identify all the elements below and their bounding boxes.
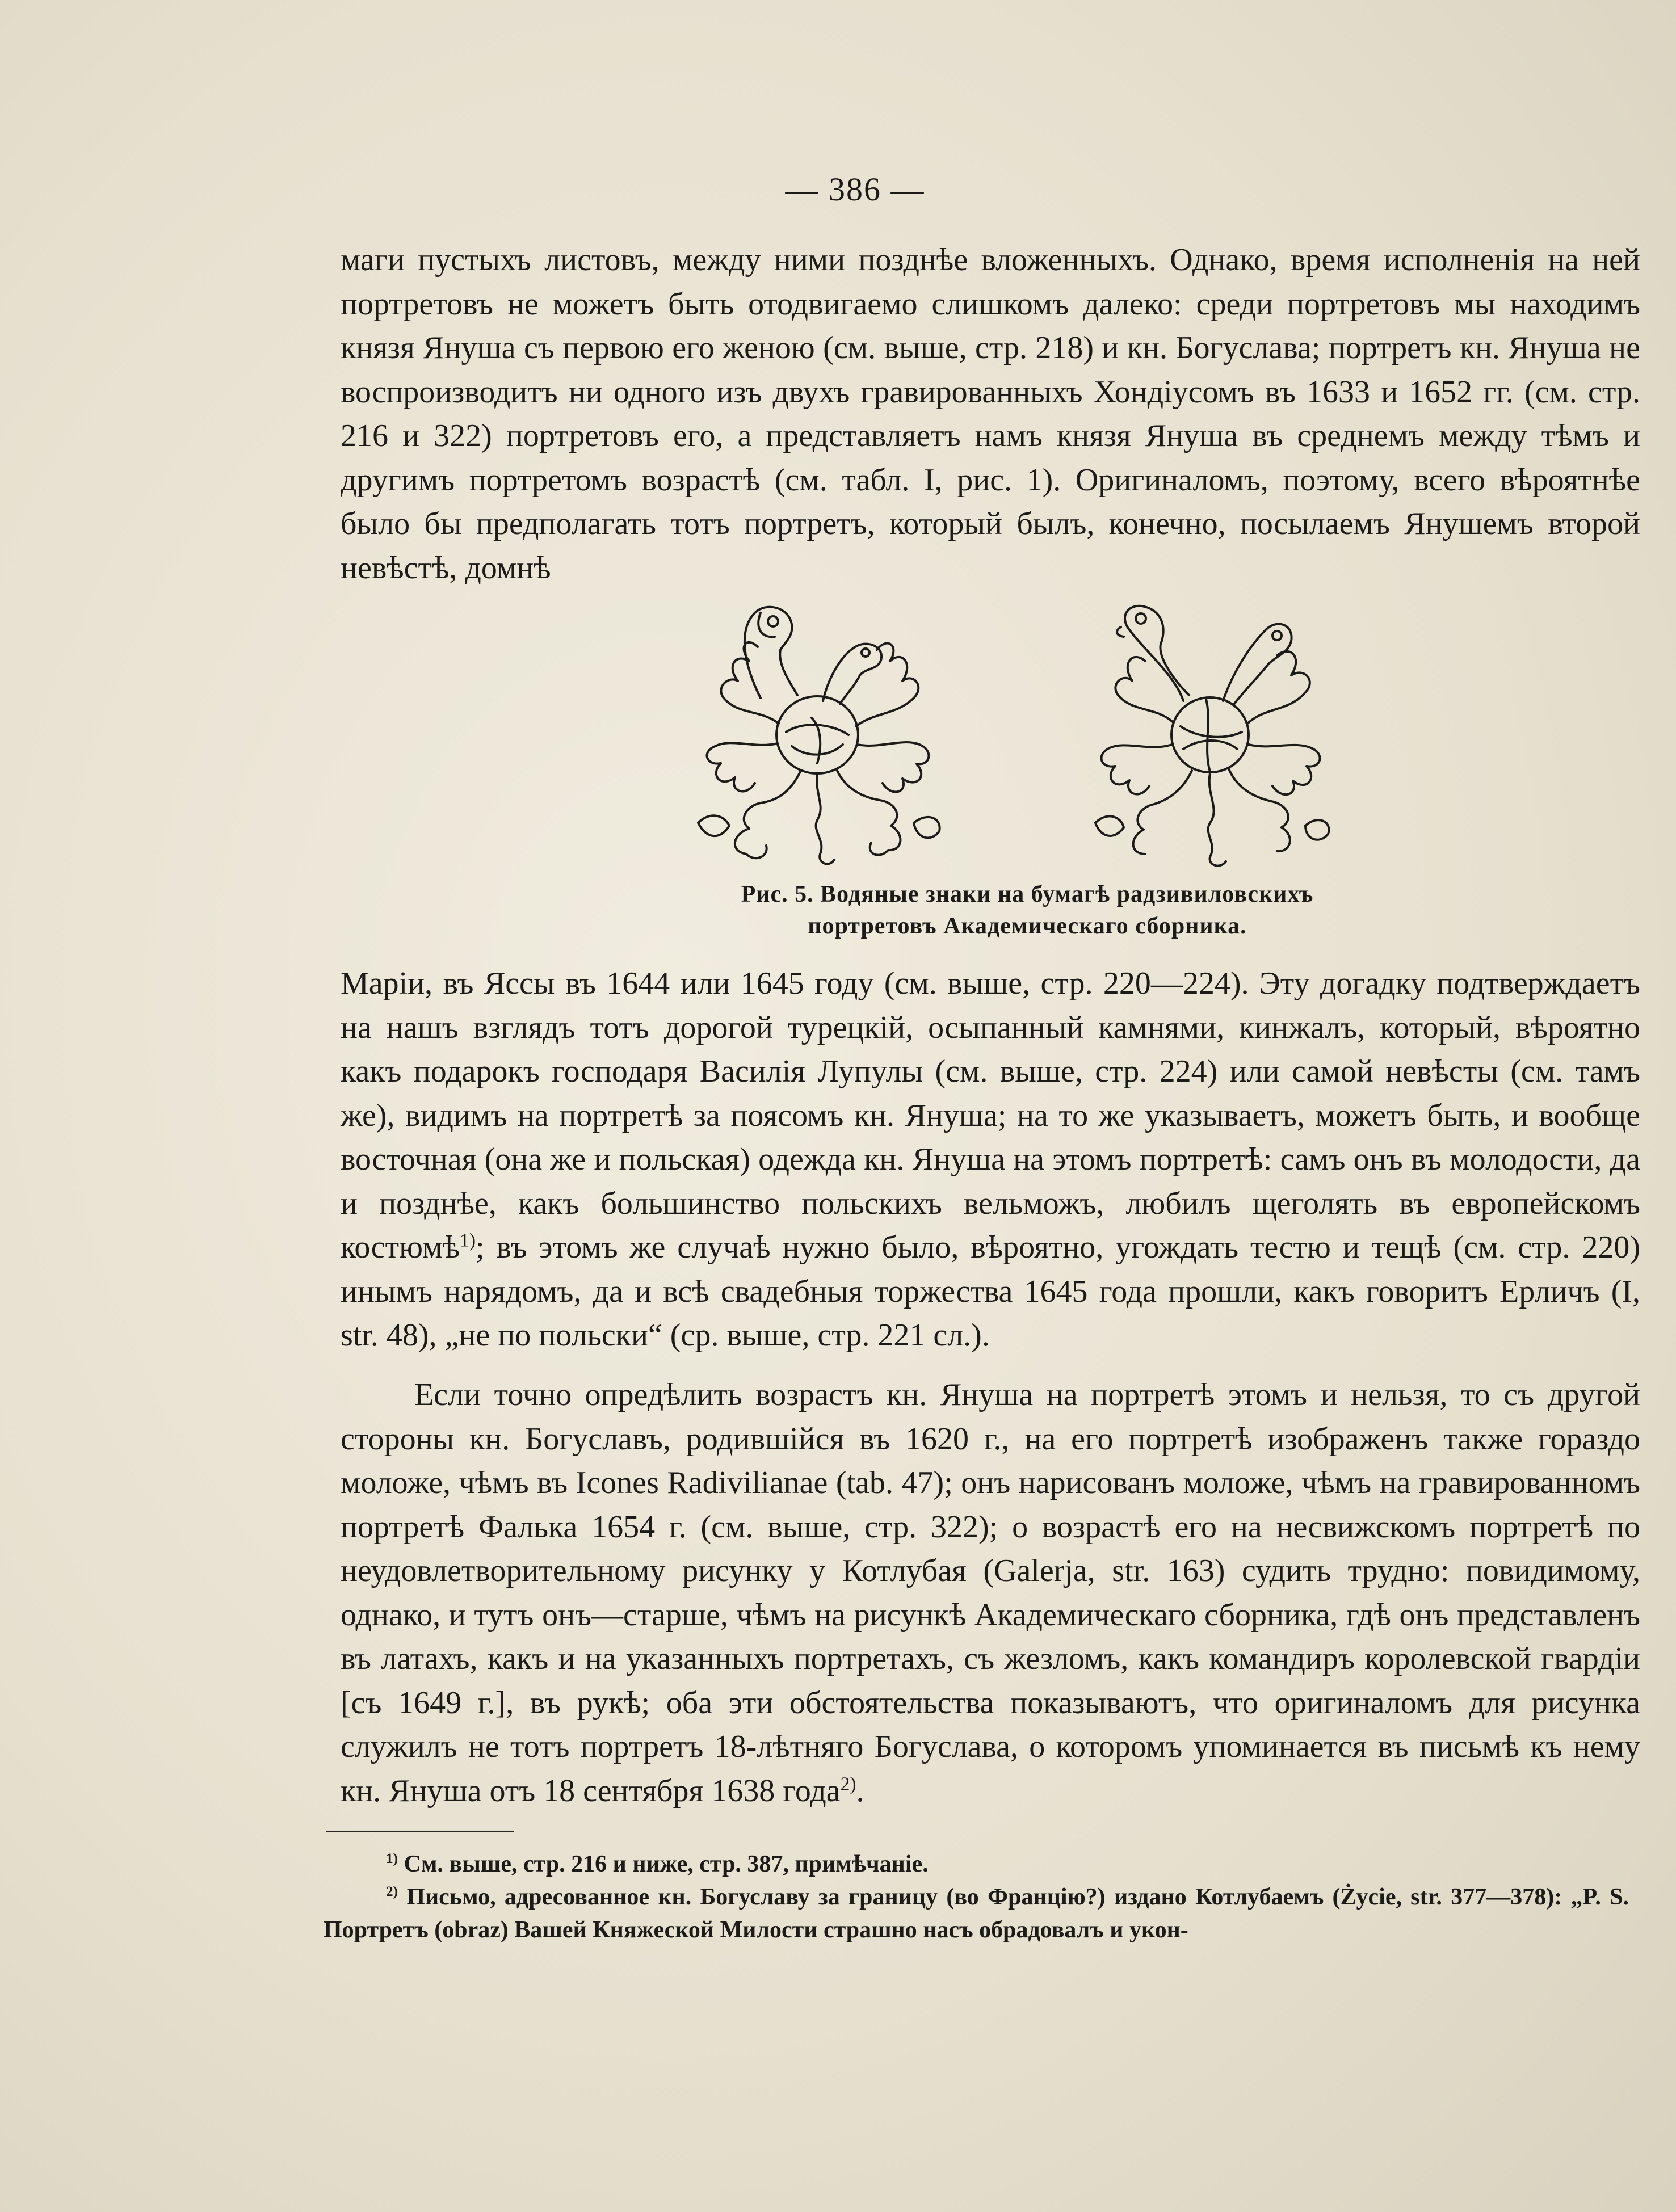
watermark-eagle-left [675,596,971,874]
paragraph-2-part-1: Маріи, въ Яссы въ 1644 или 1645 году (см. выше, стр. 220—224). Эту догадку подтверждаетъ на нашъ взглядъ тотъ дорогой турецкій, осыпанный камнями, кинжалъ, который, вѣроятно какъ подарокъ господаря Василія Лупулы (см. выше, стр. 224) или самой невѣсты (см. тамъ же), видимъ на портретѣ за поясомъ кн. Януша; на то же указываетъ, можетъ быть, и вообще восточная (она же и польская) одежда кн. Януша на этомъ портретѣ: самъ онъ въ молодости, да и позднѣе, какъ большинство польскихъ вельможъ, любилъ щеголять въ европейскомъ костюмѣ [341,966,1640,1265]
figure-caption [653,878,1402,942]
footnote-1-mark: 1) [386,1851,398,1866]
footnote-ref-1: 1) [460,1230,476,1251]
paragraph-2 [341,962,1640,1358]
watermark-eagle-right [1061,596,1356,874]
figure-caption-line-2: портретовъ Академическаго сборника. [808,913,1247,939]
page-number: — 386 — [785,171,925,208]
footnote-1-text: См. выше, стр. 216 и ниже, стр. 387, примѣчаніе. [404,1851,929,1877]
paragraph-1 [341,238,1640,590]
footnote-ref-2: 2) [840,1773,856,1794]
paragraph-3-part-2: . [856,1773,864,1809]
paragraph-1-text: маги пустыхъ листовъ, между ними позднѣе вложенныхъ. Однако, время исполненія на ней портретовъ не можетъ быть отодвигаемо слишкомъ далеко: среди портретовъ мы находимъ князя Януша съ первою его женою (см. выше, стр. 218) и кн. Богуслава; портретъ кн. Януша не воспроизводитъ ни одного изъ двухъ гравированныхъ Хондіусомъ въ 1633 и 1652 гг. (см. стр. 216 и 322) портретовъ его, а представляетъ намъ князя Януша въ среднемъ между тѣмъ и другимъ портретомъ возрастѣ (см. табл. I, рис. 1). Оригиналомъ, поэтому, всего вѣроятнѣе было бы предполагать тотъ портретъ, который былъ, конечно, посылаемъ Янушемъ второй невѣстѣ, домнѣ [341,242,1640,586]
footnote-1 [324,1848,1629,1881]
footnote-2 [324,1881,1629,1946]
paragraph-3-text [341,1373,1640,1813]
paragraph-3-part-1: Если точно опредѣлить возрастъ кн. Януша на портретѣ этомъ и нельзя, то съ другой стороны кн. Богуславъ, родившійся въ 1620 г., на его портретѣ изображенъ также гораздо моложе, чѣмъ въ Icones Radivilianae (tab. 47); онъ нарисованъ моложе, чѣмъ на гравированномъ портретѣ Фалька 1654 г. (см. выше, стр. 322); о возрастѣ его на несвижскомъ портретѣ по неудовлетворительному рисунку у Котлубая (Galerja, str. 163) судить трудно: повидимому, однако, и тутъ онъ—старше, чѣмъ на рисункѣ Академическаго сборника, гдѣ онъ представленъ въ латахъ, какъ и на указанныхъ портретахъ, съ жезломъ, какъ командиръ королевской гвардіи [съ 1649 г.], въ рукѣ; оба эти обстоятельства показываютъ, что оригиналомъ для рисунка служилъ не тотъ портретъ 18-лѣтняго Богуслава, о которомъ упоминается въ письмѣ къ нему кн. Януша отъ 18 сентября 1638 года [341,1377,1640,1809]
footnotes [324,1848,1629,1946]
footnote-2-text: Письмо, адресованное кн. Богуславу за границу (во Францію?) издано Котлубаемъ (Życie, str. 377—378): „P. S. Портретъ (obraz) Вашей Княжеской Милости страшно насъ обрадовалъ и укон- [324,1884,1629,1943]
paragraph-3 [341,1373,1640,1813]
figure-caption-line-1: Рис. 5. Водяные знаки на бумагѣ радзивиловскихъ [741,881,1314,907]
footnote-separator [326,1831,514,1832]
footnote-2-mark: 2) [386,1884,398,1899]
paragraph-2-part-2: ; въ этомъ же случаѣ нужно было, вѣроятно, угождать тестю и тещѣ (см. стр. 220) инымъ нарядомъ, да и всѣ свадебныя торжества 1645 года прошли, какъ говоритъ Ерличъ (I, str. 48), „не по польски“ (ср. выше, стр. 221 сл.). [341,1230,1640,1353]
paragraph-2-text [341,962,1640,1358]
